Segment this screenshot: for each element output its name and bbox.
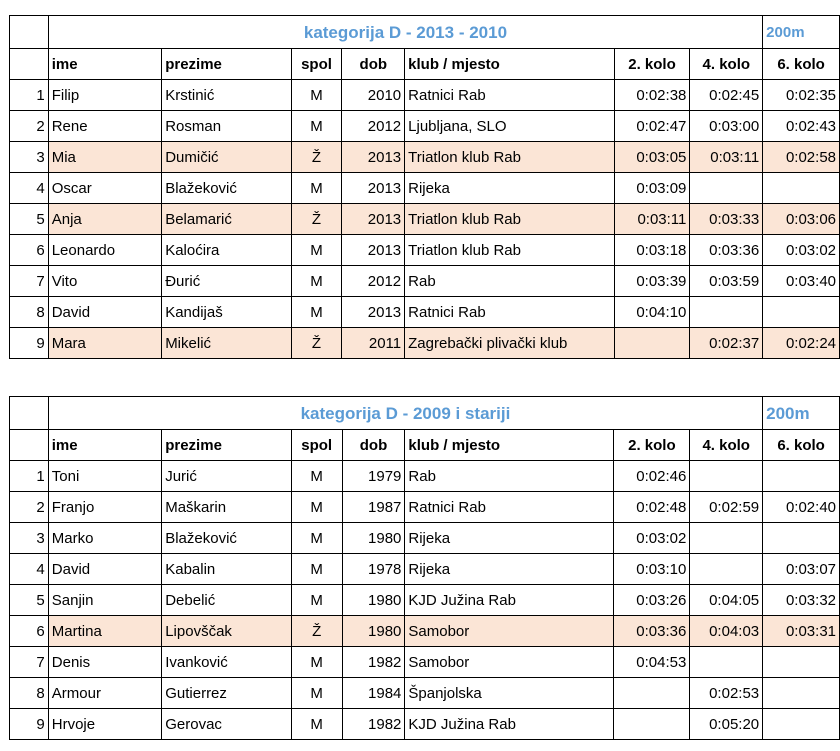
cell-kolo2 (614, 678, 690, 709)
cell-kolo4: 0:02:59 (690, 492, 763, 523)
header-ime: ime (48, 49, 161, 80)
cell-klub: Ratnici Rab (405, 492, 614, 523)
cell-kolo4: 0:03:59 (690, 266, 763, 297)
row-number: 6 (10, 616, 49, 647)
cell-prezime: Đurić (162, 266, 291, 297)
header-dob: dob (342, 430, 405, 461)
cell-spol: Ž (291, 204, 342, 235)
cell-kolo6 (763, 461, 840, 492)
table-row (10, 523, 840, 554)
cell-prezime: Rosman (162, 111, 291, 142)
cell-klub: Rijeka (405, 173, 614, 204)
cell-ime: Filip (48, 80, 161, 111)
header-kolo4: 4. kolo (690, 430, 763, 461)
cell-klub: Španjolska (405, 678, 614, 709)
cell-prezime: Krstinić (162, 80, 291, 111)
cell-klub: Triatlon klub Rab (405, 235, 614, 266)
cell-kolo2: 0:02:47 (614, 111, 690, 142)
cell-prezime: Blažeković (162, 173, 291, 204)
cell-dob: 1984 (342, 678, 405, 709)
cell-spol: M (291, 585, 342, 616)
cell-dob: 2011 (342, 328, 405, 359)
header-kolo2: 2. kolo (614, 430, 690, 461)
cell-kolo4: 0:02:37 (690, 328, 763, 359)
cell-kolo6: 0:03:40 (763, 266, 840, 297)
cell-kolo2: 0:02:38 (614, 80, 690, 111)
row-number: 1 (10, 461, 49, 492)
header-row (10, 49, 840, 80)
cell-kolo2: 0:02:48 (614, 492, 690, 523)
table-row (10, 297, 840, 328)
header-klub: klub / mjesto (405, 430, 614, 461)
cell-kolo4: 0:04:03 (690, 616, 763, 647)
cell-dob: 2010 (342, 80, 405, 111)
cell-ime: Oscar (48, 173, 161, 204)
table-row (10, 235, 840, 266)
cell-spol: M (291, 709, 342, 740)
cell-ime: Toni (48, 461, 161, 492)
cell-spol: M (291, 523, 342, 554)
cell-spol: M (291, 111, 342, 142)
table-row (10, 266, 840, 297)
table-row (10, 111, 840, 142)
cell-kolo6 (763, 647, 840, 678)
row-number: 6 (10, 235, 49, 266)
cell-kolo4: 0:03:00 (690, 111, 763, 142)
cell-prezime: Blažeković (162, 523, 292, 554)
header-prezime: prezime (162, 430, 292, 461)
cell-ime: Anja (48, 204, 161, 235)
cell-kolo6 (763, 678, 840, 709)
cell-dob: 2013 (342, 235, 405, 266)
cell-kolo6 (763, 297, 840, 328)
cell-spol: M (291, 297, 342, 328)
cell-kolo6: 0:03:32 (763, 585, 840, 616)
cell-dob: 2013 (342, 297, 405, 328)
cell-ime: David (48, 297, 161, 328)
cell-kolo2: 0:03:10 (614, 554, 690, 585)
cell-kolo4: 0:02:45 (690, 80, 763, 111)
cell-klub: Rijeka (405, 523, 614, 554)
cell-kolo4: 0:04:05 (690, 585, 763, 616)
header-kolo6: 6. kolo (763, 430, 840, 461)
header-row (10, 430, 840, 461)
cell-prezime: Lipovščak (162, 616, 292, 647)
cell-spol: M (291, 554, 342, 585)
table-row (10, 709, 840, 740)
cell-spol: M (291, 173, 342, 204)
cell-kolo2: 0:03:05 (614, 142, 690, 173)
table-title-row (10, 16, 840, 49)
cell-kolo2 (614, 328, 690, 359)
cell-dob: 1987 (342, 492, 405, 523)
cell-dob: 1982 (342, 709, 405, 740)
row-number: 8 (10, 297, 49, 328)
cell-spol: Ž (291, 328, 342, 359)
header-dob: dob (342, 49, 405, 80)
cell-spol: Ž (291, 142, 342, 173)
cell-spol: M (291, 235, 342, 266)
category-title: kategorija D - 2009 i stariji (48, 397, 762, 430)
table-row (10, 554, 840, 585)
cell-klub: Triatlon klub Rab (405, 142, 614, 173)
cell-kolo4 (690, 554, 763, 585)
corner-cell (10, 16, 49, 49)
cell-prezime: Debelić (162, 585, 292, 616)
row-number: 4 (10, 173, 49, 204)
cell-kolo4 (690, 461, 763, 492)
header-kolo4: 4. kolo (690, 49, 763, 80)
cell-kolo6: 0:02:58 (763, 142, 840, 173)
cell-spol: M (291, 678, 342, 709)
cell-kolo6: 0:03:02 (763, 235, 840, 266)
cell-kolo2: 0:04:10 (614, 297, 690, 328)
cell-prezime: Kandijaš (162, 297, 291, 328)
header-num (10, 430, 49, 461)
header-spol: spol (291, 430, 342, 461)
cell-dob: 2013 (342, 142, 405, 173)
cell-ime: Hrvoje (48, 709, 161, 740)
cell-spol: M (291, 647, 342, 678)
row-number: 1 (10, 80, 49, 111)
row-number: 3 (10, 523, 49, 554)
table-row (10, 173, 840, 204)
row-number: 5 (10, 585, 49, 616)
cell-kolo6 (763, 523, 840, 554)
category-title: kategorija D - 2013 - 2010 (48, 16, 762, 49)
cell-klub: Ratnici Rab (405, 297, 614, 328)
row-number: 9 (10, 709, 49, 740)
header-klub: klub / mjesto (405, 49, 614, 80)
row-number: 7 (10, 647, 49, 678)
table-row (10, 678, 840, 709)
table-row (10, 328, 840, 359)
cell-kolo4 (690, 523, 763, 554)
cell-ime: Rene (48, 111, 161, 142)
cell-dob: 1982 (342, 647, 405, 678)
table-row (10, 585, 840, 616)
cell-dob: 2013 (342, 204, 405, 235)
cell-klub: Rab (405, 266, 614, 297)
cell-spol: M (291, 80, 342, 111)
cell-klub: Samobor (405, 647, 614, 678)
cell-ime: Leonardo (48, 235, 161, 266)
cell-kolo2 (614, 709, 690, 740)
header-num (10, 49, 49, 80)
header-kolo6: 6. kolo (763, 49, 840, 80)
table-row (10, 616, 840, 647)
cell-ime: Armour (48, 678, 161, 709)
table-row (10, 142, 840, 173)
header-spol: spol (291, 49, 342, 80)
cell-kolo4 (690, 173, 763, 204)
cell-prezime: Kaloćira (162, 235, 291, 266)
cell-prezime: Belamarić (162, 204, 291, 235)
cell-dob: 1978 (342, 554, 405, 585)
row-number: 2 (10, 492, 49, 523)
cell-ime: Marko (48, 523, 161, 554)
corner-cell (10, 397, 49, 430)
cell-kolo4: 0:02:53 (690, 678, 763, 709)
cell-kolo4: 0:03:36 (690, 235, 763, 266)
cell-prezime: Gerovac (162, 709, 292, 740)
cell-kolo2: 0:03:02 (614, 523, 690, 554)
cell-dob: 2012 (342, 111, 405, 142)
row-number: 4 (10, 554, 49, 585)
row-number: 8 (10, 678, 49, 709)
cell-kolo6: 0:03:07 (763, 554, 840, 585)
cell-kolo2: 0:03:36 (614, 616, 690, 647)
cell-kolo4: 0:03:11 (690, 142, 763, 173)
cell-klub: Rijeka (405, 554, 614, 585)
cell-ime: Martina (48, 616, 161, 647)
cell-prezime: Jurić (162, 461, 292, 492)
cell-kolo4 (690, 297, 763, 328)
cell-dob: 2012 (342, 266, 405, 297)
cell-kolo6: 0:02:40 (763, 492, 840, 523)
row-number: 5 (10, 204, 49, 235)
cell-prezime: Dumičić (162, 142, 291, 173)
cell-kolo6: 0:03:31 (763, 616, 840, 647)
cell-spol: M (291, 492, 342, 523)
cell-kolo6: 0:03:06 (763, 204, 840, 235)
cell-dob: 1980 (342, 616, 405, 647)
cell-kolo2: 0:03:26 (614, 585, 690, 616)
cell-kolo6: 0:02:35 (763, 80, 840, 111)
cell-kolo4: 0:05:20 (690, 709, 763, 740)
cell-kolo2: 0:03:39 (614, 266, 690, 297)
cell-spol: M (291, 266, 342, 297)
table-row (10, 647, 840, 678)
cell-spol: M (291, 461, 342, 492)
cell-klub: Zagrebački plivački klub (405, 328, 614, 359)
cell-dob: 2013 (342, 173, 405, 204)
cell-ime: Mia (48, 142, 161, 173)
header-ime: ime (48, 430, 161, 461)
cell-kolo6: 0:02:43 (763, 111, 840, 142)
table-row (10, 461, 840, 492)
results-table-category-d-2009-stariji (9, 396, 840, 740)
cell-prezime: Kabalin (162, 554, 292, 585)
table-row (10, 492, 840, 523)
cell-dob: 1979 (342, 461, 405, 492)
cell-kolo2: 0:03:18 (614, 235, 690, 266)
cell-kolo2: 0:03:09 (614, 173, 690, 204)
distance-label: 200m (763, 397, 840, 430)
cell-dob: 1980 (342, 523, 405, 554)
cell-ime: Denis (48, 647, 161, 678)
cell-kolo4: 0:03:33 (690, 204, 763, 235)
cell-kolo6: 0:02:24 (763, 328, 840, 359)
cell-klub: Samobor (405, 616, 614, 647)
cell-ime: Mara (48, 328, 161, 359)
cell-kolo2: 0:04:53 (614, 647, 690, 678)
distance-label: 200m (763, 16, 840, 49)
cell-kolo6 (763, 709, 840, 740)
cell-ime: David (48, 554, 161, 585)
cell-klub: Rab (405, 461, 614, 492)
table-row (10, 80, 840, 111)
row-number: 3 (10, 142, 49, 173)
results-table-category-d-2013-2010 (9, 15, 840, 359)
cell-dob: 1980 (342, 585, 405, 616)
cell-klub: Ljubljana, SLO (405, 111, 614, 142)
cell-kolo6 (763, 173, 840, 204)
cell-ime: Vito (48, 266, 161, 297)
cell-prezime: Mikelić (162, 328, 291, 359)
cell-prezime: Gutierrez (162, 678, 292, 709)
row-number: 9 (10, 328, 49, 359)
cell-klub: KJD Južina Rab (405, 585, 614, 616)
row-number: 2 (10, 111, 49, 142)
cell-prezime: Maškarin (162, 492, 292, 523)
cell-klub: KJD Južina Rab (405, 709, 614, 740)
row-number: 7 (10, 266, 49, 297)
header-prezime: prezime (162, 49, 291, 80)
cell-klub: Triatlon klub Rab (405, 204, 614, 235)
cell-kolo2: 0:02:46 (614, 461, 690, 492)
cell-kolo2: 0:03:11 (614, 204, 690, 235)
cell-kolo4 (690, 647, 763, 678)
cell-ime: Sanjin (48, 585, 161, 616)
table-title-row (10, 397, 840, 430)
cell-spol: Ž (291, 616, 342, 647)
cell-klub: Ratnici Rab (405, 80, 614, 111)
header-kolo2: 2. kolo (614, 49, 690, 80)
table-row (10, 204, 840, 235)
cell-prezime: Ivanković (162, 647, 292, 678)
cell-ime: Franjo (48, 492, 161, 523)
